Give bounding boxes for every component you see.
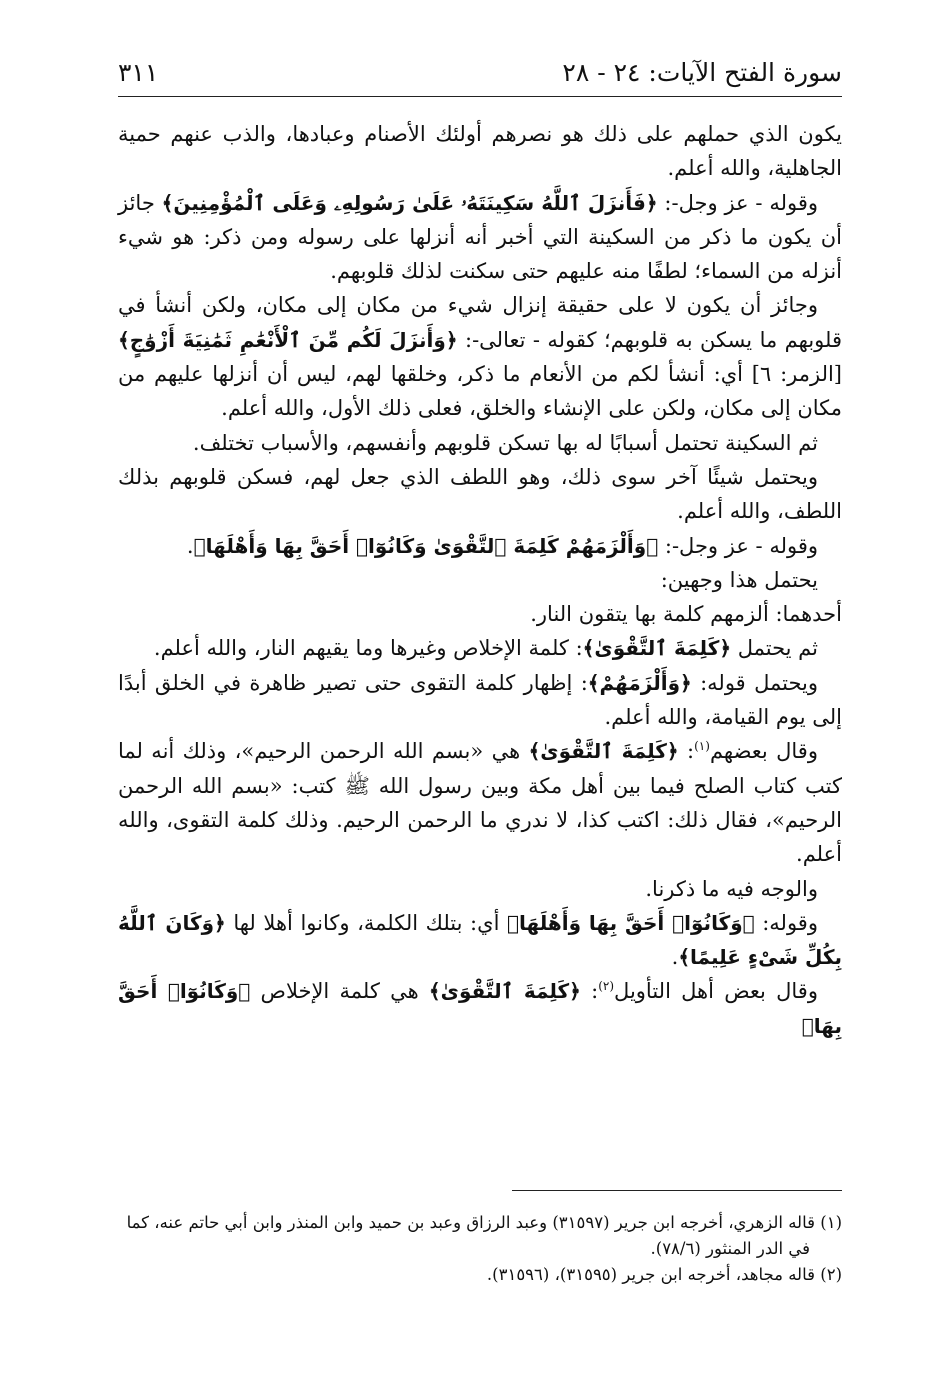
footnote-separator <box>512 1190 842 1191</box>
header-rule <box>118 96 842 97</box>
text-run: وقال بعض أهل التأويل <box>614 979 818 1004</box>
paragraph <box>118 529 842 563</box>
text-run: أي: بتلك الكلمة، وكانوا أهلا لها <box>225 910 507 935</box>
text-run: : إظهار كلمة التقوى حتى تصير ظاهرة في الخلق أبدًا إلى يوم القيامة، والله أعلم. <box>118 670 842 730</box>
text-run: . <box>186 533 194 558</box>
quran-verse: ﴿وَكَانُوٓا۟ أَحَقَّ بِهَا﴾ <box>118 979 842 1038</box>
footnote-ref: (٢) <box>598 979 615 994</box>
paragraph: يكون الذي حملهم على ذلك هو نصرهم أولئك الأصنام وعبادها، والذب عنهم حمية الجاهلية، والله أعلم. <box>118 122 842 181</box>
text-run: هي كلمة الإخلاص <box>250 979 429 1004</box>
quran-verse: ﴿وَأَنزَلَ لَكُم مِّنَ ٱلْأَنْعَٰمِ ثَمَٰنِيَةَ أَزْوَٰجٍ﴾ <box>118 327 458 352</box>
quran-verse: ﴿وَكَانُوٓا۟ أَحَقَّ بِهَا وَأَهْلَهَا﴾ <box>506 910 755 935</box>
quran-verse: ﴿كَلِمَةَ ٱلتَّقْوَىٰ﴾ <box>582 636 732 661</box>
text-run: ويحتمل قوله: <box>691 670 818 695</box>
quran-verse: ﴿وَأَلْزَمَهُمْ كَلِمَةَ ٱلتَّقْوَىٰ وَكَانُوٓا۟ أَحَقَّ بِهَا وَأَهْلَهَا﴾ <box>193 533 659 558</box>
running-head-title: سورة الفتح الآيات: ٢٤ - ٢٨ <box>562 57 842 87</box>
paragraph <box>118 186 842 289</box>
text-run: جائز أن يكون ما ذكر من السكينة التي أخبر أنه أنزلها على رسوله ومن ذكر: هو شيء أنزله من السماء؛ لطفًا منه عليهم حتى سكنت لذلك قلوبهم. <box>118 190 842 284</box>
quran-verse: ﴿وَكَانَ ٱللَّهُ بِكُلِّ شَىْءٍ عَلِيمًا﴾ <box>118 910 842 970</box>
paragraph <box>118 288 842 425</box>
text-run: : كلمة الإخلاص وغيرها وما يقيهم النار، والله أعلم. <box>153 636 583 661</box>
text-run: هي «بسم الله الرحمن الرحيم»، وذلك أنه لما كتب كتاب الصلح فيما بين أهل مكة وبين رسول الله ﷺ كتب: «بسم الله الرحمن الرحيم»، فقال ذلك: اكتب كذا، لا ندري ما الرحمن الرحيم. وذلك كلمة التقوى، والله أعلم. <box>118 739 842 867</box>
quran-verse: ﴿كَلِمَةَ ٱلتَّقْوَىٰ﴾ <box>428 979 581 1004</box>
paragraph <box>118 734 842 871</box>
footnotes <box>118 1210 842 1288</box>
paragraph <box>118 906 842 975</box>
text-run: وقوله: <box>754 910 818 935</box>
text-run: [الزمر: ٦] أي: أنشأ لكم من الأنعام ما ذكر، وخلقها لهم، ليس أن أنزلها عليهم من مكان إلى مكان، ولكن على الإنشاء والخلق، فعلى ذلك الأول، والله أعلم. <box>118 362 842 421</box>
text-run: ثم يحتمل <box>731 636 818 661</box>
paragraph: والوجه فيه ما ذكرنا. <box>645 876 818 901</box>
text-run: وقال بعضهم <box>709 739 818 764</box>
book-page <box>118 0 842 1391</box>
quran-verse: ﴿فَأَنزَلَ ٱللَّهُ سَكِينَتَهُۥ عَلَىٰ رَسُولِهِۦ وَعَلَى ٱلْمُؤْمِنِينَ﴾ <box>161 190 658 215</box>
paragraph: ثم السكينة تحتمل أسبابًا له بها تسكن قلوبهم وأنفسهم، والأسباب تختلف. <box>192 430 818 455</box>
text-run: وجائز أن يكون لا على حقيقة إنزال شيء من مكان إلى مكان، ولكن أنشأ في قلوبهم ما يسكن به قلوبهم؛ كقوله - تعالى-: <box>118 293 843 352</box>
running-head <box>118 52 842 92</box>
page-number: ٣١١ <box>118 57 159 87</box>
footnote: (٢) قاله مجاهد، أخرجه ابن جرير (٣١٥٩٥)، (٣١٥٩٦). <box>486 1265 842 1284</box>
quran-verse: ﴿وَأَلْزَمَهُمْ﴾ <box>587 670 692 695</box>
footnote-ref: (١) <box>694 739 710 754</box>
paragraph <box>118 974 842 1043</box>
text-run: : <box>580 979 599 1004</box>
paragraph <box>118 666 842 735</box>
text-run: . <box>671 945 679 970</box>
text-run: وقوله - عز وجل-: <box>658 533 818 558</box>
paragraph <box>118 631 842 665</box>
quran-verse: ﴿كَلِمَةَ ٱلتَّقْوَىٰ﴾ <box>528 739 679 764</box>
text-run: وقوله - عز وجل-: <box>657 190 819 215</box>
text-run: : <box>678 739 695 764</box>
footnote: (١) قاله الزهري، أخرجه ابن جرير (٣١٥٩٧) وعبد الرزاق وعبد بن حميد وابن المنذر وابن أبي حاتم عنه، كما في الدر المنثور (٧٨/٦). <box>126 1213 842 1258</box>
paragraph: ويحتمل شيئًا آخر سوى ذلك، وهو اللطف الذي جعل لهم، فسكن قلوبهم بذلك اللطف، والله أعلم. <box>118 464 842 524</box>
paragraph: أحدهما: ألزمهم كلمة بها يتقون النار. <box>530 602 842 627</box>
main-text <box>118 117 842 1043</box>
paragraph: يحتمل هذا وجهين: <box>660 567 818 592</box>
